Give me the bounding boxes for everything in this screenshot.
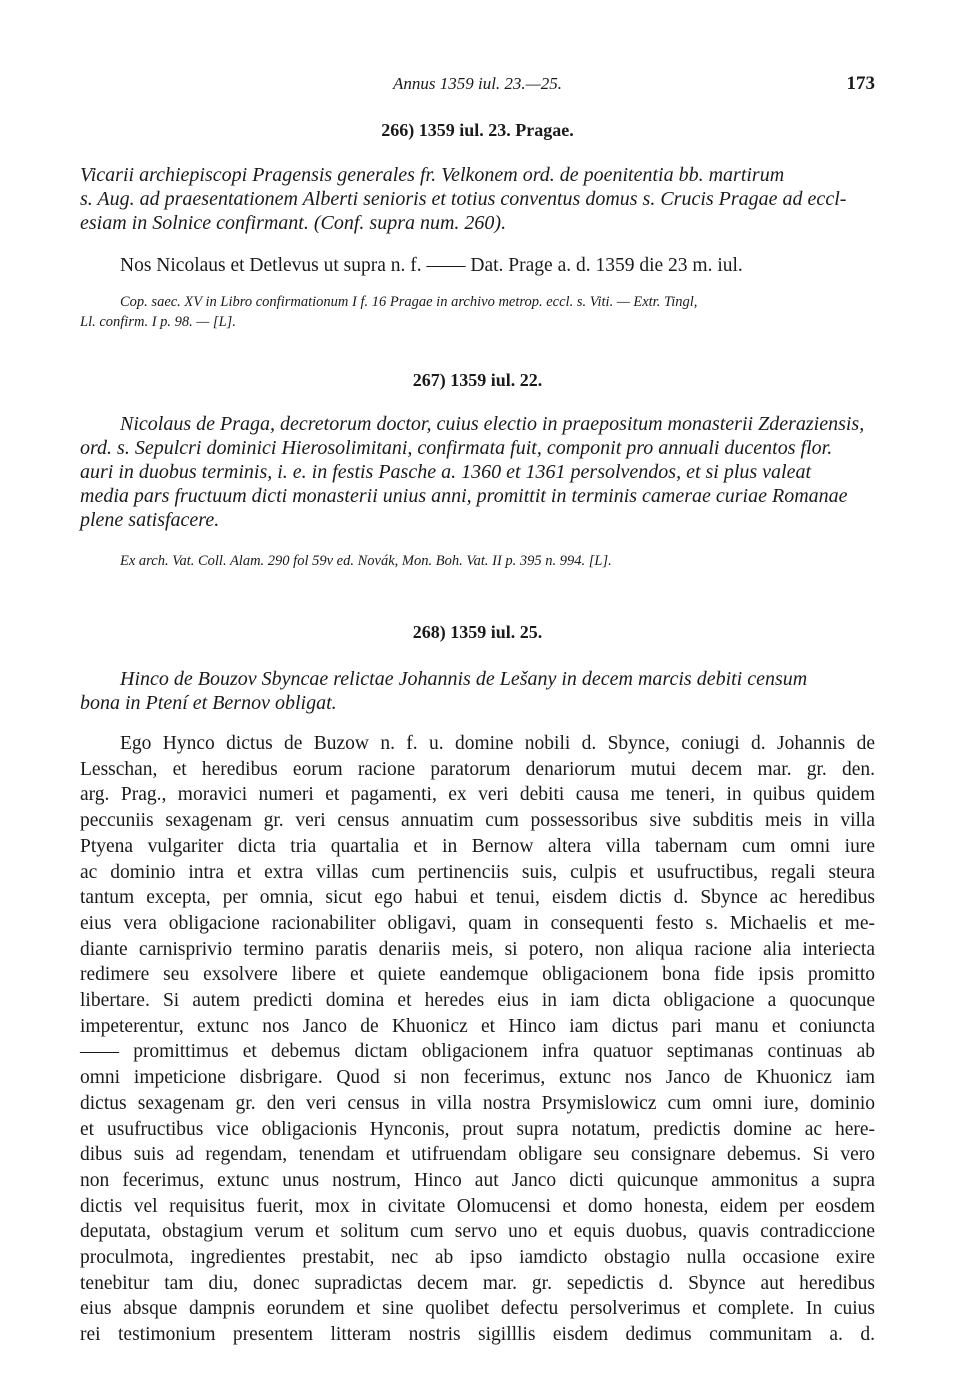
doc-268-regest (80, 667, 875, 715)
body-line: dictus sexagenam gr. den veri census in villa nostra Prsymislowicz cum omni iure, dominio (80, 1092, 875, 1114)
body-line: peccuniis sexagenam gr. veri census annuatim cum possessoribus sive subditis meis in villa (80, 810, 875, 832)
body-line: dictis vel requisitus fuerit, mox in civitate Olomucensi et domo honesta, eidem per eosdem (80, 1195, 875, 1217)
body-line: arg. Prag., moravici numeri et pagamenti, ex veri debiti causa me teneri, in quibus quidem (80, 784, 875, 806)
body-line: impeterentur, extunc nos Janco de Khuonicz et Hinco iam dictus pari manu et coniuncta (80, 1015, 875, 1037)
page-number: 173 (846, 73, 875, 94)
body-line: proculmota, ingredientes prestabit, nec ab ipso iamdicto obstagio nulla occasione exire (80, 1247, 875, 1269)
doc-268-body (80, 731, 875, 1348)
body-line: redimere seu exsolvere libere et quiete eandemque obligacionem bona fide ipsis promitto (80, 964, 875, 986)
body-line: Ptyena vulgariter dicta tria quartalia et in Bernow altera villa tabernam cum omni iure (80, 835, 875, 857)
regest-line: ord. s. Sepulcri dominici Hierosolimitani, confirmata fuit, componit pro annuali ducentos flor. (80, 437, 833, 459)
body-line: Ego Hynco dictus de Buzow n. f. u. domine nobili d. Sbynce, coniugi d. Johannis de (120, 733, 875, 754)
regest-line: auri in duobus terminis, i. e. in festis Pasche a. 1360 et 1361 persolvendos, et si plus valeat (80, 461, 812, 483)
body-line: tantum excepta, per omnia, sicut ego habui et tenui, eisdem dictis d. Sbynce ac heredibus (80, 887, 875, 909)
body-line: libertare. Si autem predicti domina et heredes eius in iam dicta obligacione a quocunque (80, 990, 875, 1012)
doc-266-regest (80, 163, 875, 235)
body-line: eius absque dampnis eorundem et sine quolibet defectu persolverimus et complete. In cuius (80, 1298, 875, 1320)
doc-268-heading: 268) 1359 iul. 25. (412, 622, 543, 642)
regest-line: Nicolaus de Praga, decretorum doctor, cuius electio in praepositum monasterii Zderaziensis, (120, 413, 865, 435)
body-line: omni impeticione disbrigare. Quod si non fecerimus, extunc nos Janco de Khuonicz iam (80, 1067, 875, 1089)
doc-267-heading: 267) 1359 iul. 22. (412, 370, 543, 390)
source-line: Cop. saec. XV in Libro confirmationum I f. 16 Pragae in archivo metrop. eccl. s. Viti. — Extr. Tingl, (120, 294, 698, 310)
body-line: non fecerimus, extunc unus nostrum, Hinco aut Janco dicti quicunque ammonitus a supra (80, 1169, 875, 1191)
body-line: Lesschan, et heredibus eorum racione paratorum denariorum mutui decem mar. gr. den. (80, 758, 875, 780)
doc-266-text: Nos Nicolaus et Detlevus ut supra n. f. —— Dat. Prage a. d. 1359 die 23 m. iul. (120, 255, 743, 276)
regest-line: bona in Ptení et Bernov obligat. (80, 692, 337, 714)
doc-267-regest (80, 412, 875, 532)
body-line: deputata, obstagium verum et solitum cum servo uno et equis duobus, quavis contradiccione (80, 1221, 875, 1243)
body-line: dibus suis ad regendam, tenendam et utifruendam obligare seu consignare debemus. Si vero (80, 1144, 875, 1166)
regest-line: esiam in Solnice confirmant. (Conf. supra num. 260). (80, 212, 507, 234)
body-line: eius vera obligacione racionabiliter obligavi, quam in consequenti festo s. Michaelis et me- (80, 912, 875, 934)
body-line: ac dominio intra et extra villas cum pertinenciis suis, culpis et usufructibus, regali steura (80, 861, 875, 883)
body-line: —— promittimus et debemus dictam obligacionem infra quatuor septimanas continuas ab (80, 1041, 875, 1063)
regest-line: s. Aug. ad praesentationem Alberti senioris et totius conventus domus s. Crucis Pragae ad eccl- (80, 188, 847, 210)
regest-line: plene satisfacere. (80, 509, 220, 531)
regest-line: Vicarii archiepiscopi Pragensis generales fr. Velkonem ord. de poenitentia bb. martirum (80, 164, 785, 186)
regest-line: media pars fructuum dicti monasterii unius anni, promittit in terminis camerae curiae Romanae (80, 485, 848, 507)
body-line: rei testimonium presentem litteram nostris sigilllis eisdem dedimus communitam a. d. (80, 1324, 875, 1346)
doc-267-source (80, 551, 875, 571)
running-head (80, 74, 875, 100)
source-line: Ex arch. Vat. Coll. Alam. 290 fol 59v ed. Novák, Mon. Boh. Vat. II p. 395 n. 994. [L]. (120, 553, 612, 569)
body-line: et usufructibus vice obligacionis Hynconis, prout supra notatum, predictis domine ac here- (80, 1118, 875, 1140)
regest-line: Hinco de Bouzov Sbyncae relictae Johannis de Lešany in decem marcis debiti censum (120, 668, 808, 690)
body-line: tenebitur tam diu, donec supradictas decem mar. gr. sepedictis d. Sbynce aut heredibus (80, 1272, 875, 1294)
body-line: diante carnisprivio termino paratis denariis meis, si potero, non aliqua racione alia interiecta (80, 938, 875, 960)
doc-266-source (80, 292, 875, 332)
running-title: Annus 1359 iul. 23.—25. (392, 74, 563, 93)
doc-266-heading: 266) 1359 iul. 23. Pragae. (381, 120, 574, 140)
source-line: Ll. confirm. I p. 98. — [L]. (80, 314, 236, 330)
